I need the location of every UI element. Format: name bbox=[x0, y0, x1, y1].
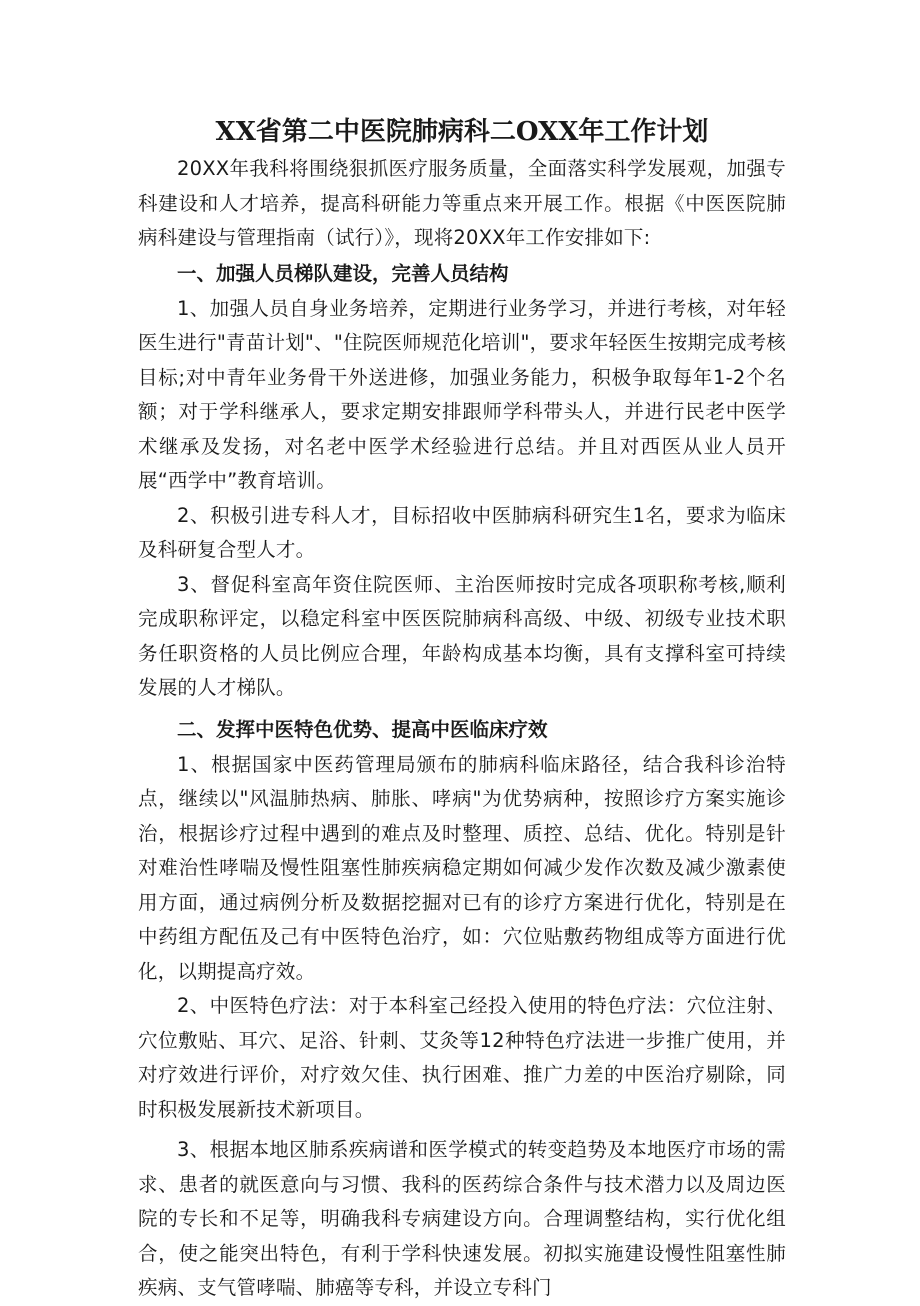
section1-item-2: 2、积极引进专科人才，目标招收中医肺病科研究生1名，要求为临床及科研复合型人才。 bbox=[138, 503, 786, 561]
section2-item-1: 1、根据国家中医药管理局颁布的肺病科临床路径，结合我科诊治特点，继续以"风温肺热病、肺胀、哮病"为优势病种，按照诊疗方案实施诊治，根据诊疗过程中遇到的难点及时整理、质控、总结、优化。特别是针对难治性哮喘及慢性阻塞性肺疾病稳定期如何减少发作次数及减少激素使用方面，通过病例分析及数据挖掘对已有的诊疗方案进行优化，特别是在中药组方配伍及己有中医特色治疗，如：穴位贴敷药物组成等方面进行优化，以期提高疗效。 bbox=[138, 752, 786, 983]
section2-item-3: 3、根据本地区肺系疾病谱和医学模式的转变趋势及本地医疗市场的需求、患者的就医意向与习惯、我科的医药综合条件与技术潜力以及周边医院的专长和不足等，明确我科专病建设方向。合理调整结构，实行优化组合，使之能突出特色，有利于学科快速发展。初拟实施建设慢性阻塞性肺疾病、支气管哮喘、肺癌等专科，并设立专科门 bbox=[138, 1138, 786, 1299]
section1-item-1: 1、加强人员自身业务培养，定期进行业务学习，并进行考核，对年轻医生进行"青苗计划"、"住院医师规范化培训"，要求年轻医生按期完成考核目标;对中青年业务骨干外送进修，加强业务能力，积极争取每年1-2个名额；对于学科继承人，要求定期安排跟师学科带头人，并进行民老中医学术继承及发扬，对名老中医学术经验进行总结。并且对西医从业人员开展“西学中”教育培训。 bbox=[138, 296, 786, 492]
document-title: XX省第二中医院肺病科二OXX年工作计划 bbox=[215, 117, 709, 147]
section2-item-2: 2、中医特色疗法：对于本科室己经投入使用的特色疗法：穴位注射、穴位敷贴、耳穴、足浴、针刺、艾灸等12种特色疗法进一步推广使用，并对疗效进行评价，对疗效欠佳、执行困难、推广力差的中医治疗剔除，同时积极发展新技术新项目。 bbox=[138, 994, 786, 1121]
document-page bbox=[138, 112, 786, 1306]
section-heading-2: 二、发挥中医特色优势、提高中医临床疗效 bbox=[177, 717, 548, 741]
intro-paragraph: 20XX年我科将围绕狠抓医疗服务质量，全面落实科学发展观，加强专科建设和人才培养，提高科研能力等重点来开展工作。根据《中医医院肺病科建设与管理指南（试行）》，现将20XX年工作安排如下: bbox=[138, 157, 786, 249]
section-heading-1: 一、加强人员梯队建设，完善人员结构 bbox=[177, 261, 509, 285]
section1-item-3: 3、督促科室高年资住院医师、主治医师按时完成各项职称考核,顺利完成职称评定，以稳定科室中医医院肺病科高级、中级、初级专业技术职务任职资格的人员比例应合理，年龄构成基本均衡，具有支撑科室可持续发展的人才梯队。 bbox=[138, 572, 786, 699]
